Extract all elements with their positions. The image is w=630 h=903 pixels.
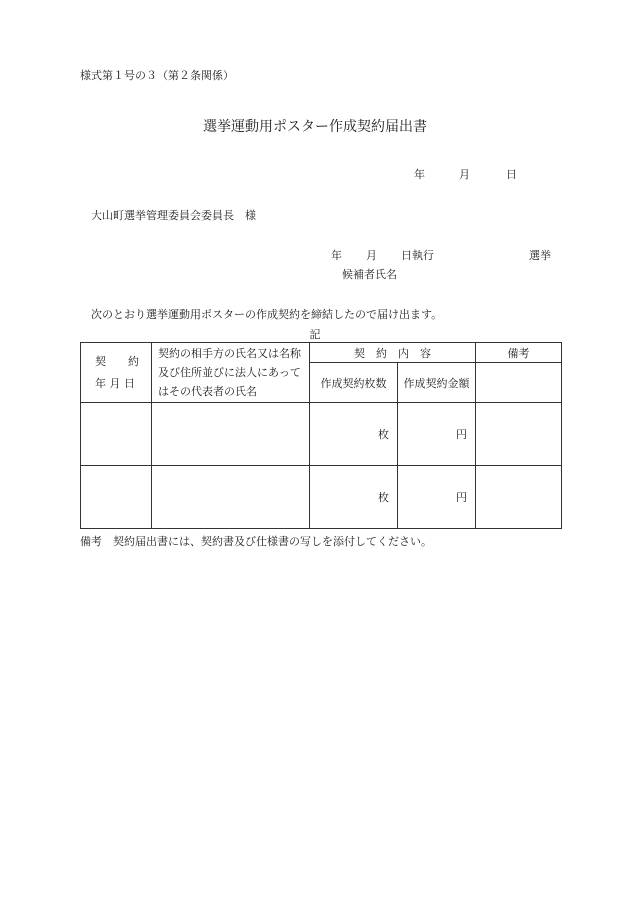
table-row bbox=[81, 466, 562, 529]
count-header: 作成契約枚数 bbox=[310, 363, 398, 403]
counterparty-cell[interactable] bbox=[152, 466, 310, 529]
amount-unit: 円 bbox=[456, 428, 467, 441]
counterparty-header-line-3: はその代表者の氏名 bbox=[158, 385, 257, 398]
remarks-header-blank bbox=[476, 363, 562, 403]
count-cell[interactable] bbox=[310, 466, 398, 529]
contract-table bbox=[80, 342, 562, 529]
body-text: 次のとおり選挙運動用ポスターの作成契約を締結したので届け出ます。 bbox=[91, 308, 443, 321]
count-unit: 枚 bbox=[378, 491, 389, 504]
form-number: 様式第１号の３（第２条関係） bbox=[80, 69, 234, 82]
election-label: 選挙 bbox=[529, 249, 551, 262]
counterparty-header-line-1: 契約の相手方の氏名又は名称 bbox=[158, 347, 301, 360]
candidate-name-label: 候補者氏名 bbox=[342, 268, 397, 281]
contract-date-header-line-1: 契 約 bbox=[95, 354, 139, 368]
footnote: 備考 契約届出書には、契約書及び仕様書の写しを添付してください。 bbox=[80, 535, 432, 548]
date-month-label: 月 bbox=[459, 168, 470, 181]
amount-cell[interactable] bbox=[398, 403, 476, 466]
amount-unit: 円 bbox=[456, 491, 467, 504]
table-header-row-1 bbox=[81, 343, 562, 363]
contract-date-header-line-2: 年 月 日 bbox=[95, 376, 135, 390]
table-row bbox=[81, 403, 562, 466]
remarks-cell[interactable] bbox=[476, 466, 562, 529]
remarks-header: 備考 bbox=[476, 343, 562, 363]
contract-date-cell[interactable] bbox=[81, 403, 152, 466]
remarks-cell[interactable] bbox=[476, 403, 562, 466]
contract-date-header-cell bbox=[81, 343, 152, 403]
contract-content-header: 契 約 内 容 bbox=[310, 343, 476, 363]
counterparty-header-cell bbox=[152, 343, 310, 403]
counterparty-cell[interactable] bbox=[152, 403, 310, 466]
date-day-label: 日 bbox=[506, 168, 517, 181]
ki-heading: 記 bbox=[309, 328, 321, 341]
contract-date-cell[interactable] bbox=[81, 466, 152, 529]
amount-header: 作成契約金額 bbox=[398, 363, 476, 403]
counterparty-header-line-2: 及び住所並びに法人にあって bbox=[158, 366, 301, 379]
election-day-executed-label: 日執行 bbox=[401, 249, 434, 262]
page-title: 選挙運動用ポスター作成契約届出書 bbox=[203, 119, 427, 135]
addressee: 大山町選挙管理委員会委員長 様 bbox=[91, 209, 256, 222]
date-year-label: 年 bbox=[414, 168, 425, 181]
count-cell[interactable] bbox=[310, 403, 398, 466]
election-year-label: 年 bbox=[331, 249, 342, 262]
election-month-label: 月 bbox=[366, 249, 377, 262]
count-unit: 枚 bbox=[378, 428, 389, 441]
amount-cell[interactable] bbox=[398, 466, 476, 529]
